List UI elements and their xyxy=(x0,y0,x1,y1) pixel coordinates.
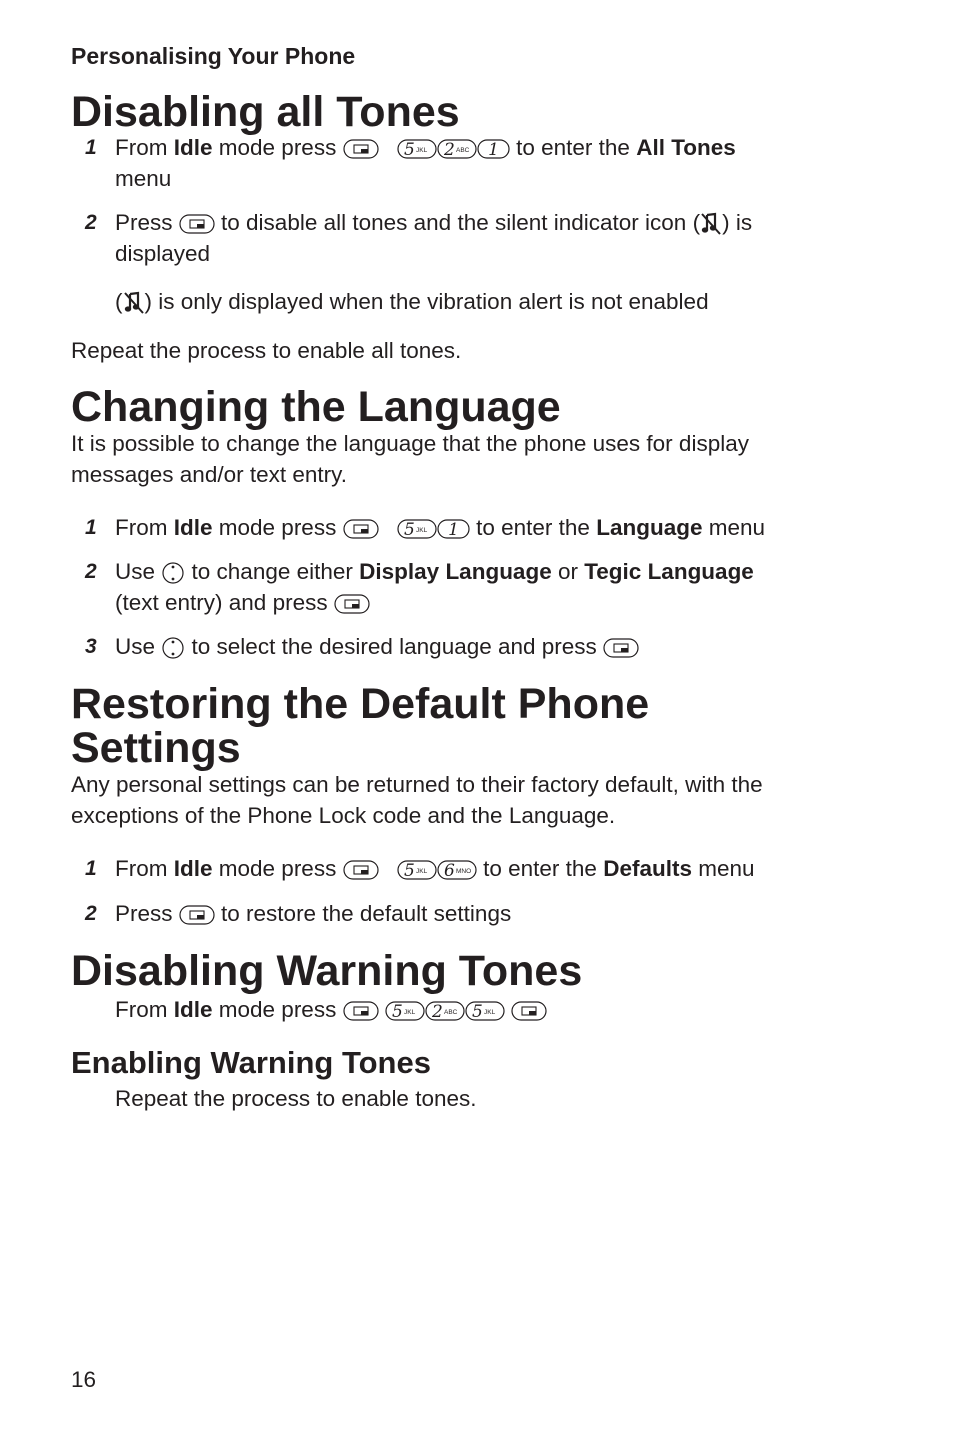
step-1: 1 From Idle mode press 5 JKL 6 MNO to enter the Defaults menu xyxy=(71,853,851,884)
paragraph-defaults-intro: Any personal settings can be returned to their factory default, with the exceptions of the Phone Lock code and the Language. xyxy=(71,772,763,828)
keypad-5-icon xyxy=(465,1000,505,1022)
steps-restoring-defaults xyxy=(71,853,851,929)
keypad-2-icon xyxy=(437,138,477,160)
keypad-5-icon xyxy=(397,518,437,540)
page-number: 16 xyxy=(71,1367,97,1392)
softkey-icon xyxy=(343,1000,379,1022)
step-number: 2 xyxy=(85,560,97,583)
step-number: 3 xyxy=(85,635,97,658)
svg-text:JKL: JKL xyxy=(415,527,428,535)
heading-enabling-warning-tones: Enabling Warning Tones xyxy=(71,1045,431,1080)
svg-text:1: 1 xyxy=(487,140,499,161)
step-number: 1 xyxy=(85,857,97,880)
paragraph-enable-tones: Repeat the process to enable tones. xyxy=(115,1086,477,1111)
navigation-key-icon xyxy=(161,635,185,661)
note-silent-icon: ( ) is only displayed when the vibration alert is not enabled xyxy=(71,286,851,317)
keypad-5-icon xyxy=(397,138,437,160)
step-number: 1 xyxy=(85,136,97,159)
softkey-icon xyxy=(603,637,639,659)
svg-text:5: 5 xyxy=(403,140,415,161)
keypad-2-icon xyxy=(425,1000,465,1022)
paragraph-repeat-all-tones: Repeat the process to enable all tones. xyxy=(71,338,462,363)
svg-text:ABC: ABC xyxy=(455,147,470,155)
steps-changing-language xyxy=(71,512,851,662)
step-number: 2 xyxy=(85,211,97,234)
svg-text:5: 5 xyxy=(471,1002,483,1023)
svg-text:MNO: MNO xyxy=(455,868,472,876)
softkey-icon xyxy=(511,1000,547,1022)
svg-text:6: 6 xyxy=(443,861,455,882)
keypad-1-icon xyxy=(437,518,470,540)
softkey-icon xyxy=(179,213,215,235)
svg-text:JKL: JKL xyxy=(403,1009,416,1017)
running-head: Personalising Your Phone xyxy=(71,43,356,69)
svg-text:JKL: JKL xyxy=(415,868,428,876)
step-2: 2 Press to restore the default settings xyxy=(71,898,851,929)
svg-text:2: 2 xyxy=(443,140,455,161)
silent-indicator-icon xyxy=(700,211,722,237)
keypad-5-icon xyxy=(385,1000,425,1022)
paragraph-warning-tones-keys: From Idle mode press 5 JKL 2 ABC 5 JKL xyxy=(71,994,851,1025)
softkey-icon xyxy=(343,518,379,540)
keypad-5-icon xyxy=(397,859,437,881)
step-number: 1 xyxy=(85,516,97,539)
softkey-icon xyxy=(343,859,379,881)
svg-text:JKL: JKL xyxy=(483,1009,496,1017)
heading-changing-language: Changing the Language xyxy=(71,383,561,431)
keypad-1-icon xyxy=(477,138,510,160)
step-2: 2 Press to disable all tones and the silent indicator icon ( ) is displayed xyxy=(71,207,851,269)
softkey-icon xyxy=(179,904,215,926)
keypad-6-icon xyxy=(437,859,477,881)
step-1: 1 From Idle mode press 5 JKL 1 to enter the Language menu xyxy=(71,512,851,543)
paragraph-language-intro: It is possible to change the language that the phone uses for display messages and/or text entry. xyxy=(71,431,749,487)
step-number: 2 xyxy=(85,902,97,925)
softkey-icon xyxy=(343,138,379,160)
svg-text:2: 2 xyxy=(431,1002,443,1023)
softkey-icon xyxy=(334,593,370,615)
heading-disabling-warning-tones: Disabling Warning Tones xyxy=(71,947,583,995)
svg-text:JKL: JKL xyxy=(415,147,428,155)
svg-text:1: 1 xyxy=(447,520,459,541)
step-1: 1 From Idle mode press 5 JKL 2 ABC 1 to enter the All Tones menu xyxy=(71,132,851,194)
svg-text:5: 5 xyxy=(391,1002,403,1023)
silent-indicator-icon xyxy=(123,290,145,316)
heading-restoring-defaults: Restoring the Default Phone Settings xyxy=(71,680,650,772)
svg-text:5: 5 xyxy=(403,520,415,541)
svg-text:ABC: ABC xyxy=(443,1009,458,1017)
navigation-key-icon xyxy=(161,560,185,586)
steps-disabling-all-tones xyxy=(71,132,851,269)
step-2: 2 Use to change either Display Language or Tegic Language (text entry) and press xyxy=(71,556,851,618)
svg-text:5: 5 xyxy=(403,861,415,882)
heading-disabling-all-tones: Disabling all Tones xyxy=(71,88,460,136)
manual-page xyxy=(71,40,851,1114)
step-3: 3 Use to select the desired language and press xyxy=(71,631,851,662)
